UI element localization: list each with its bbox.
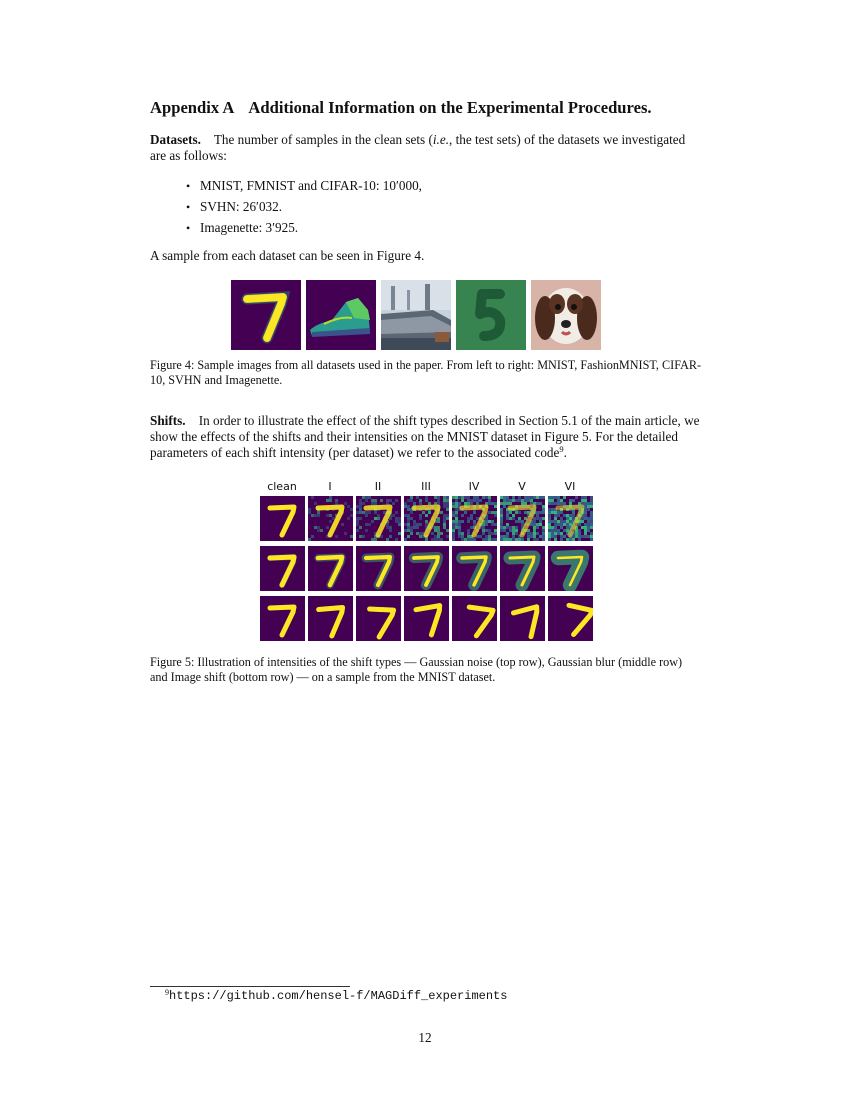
shift-sample-image <box>308 546 353 591</box>
datasets-intro-ie: i.e. <box>432 132 449 147</box>
svhn-five-image <box>456 280 526 350</box>
figure4-caption: Figure 4: Sample images from all datasets used in the paper. From left to right: MNIST, FashionMNIST, CIFAR-10, SVHN and Imagenette. <box>150 358 702 387</box>
shift-sample-image <box>452 546 497 591</box>
shift-sample-image <box>452 596 497 641</box>
column-label: III <box>421 480 431 493</box>
datasets-intro-1: The number of samples in the clean sets ( <box>213 132 433 147</box>
shift-sample-image <box>500 496 545 541</box>
appendix-heading <box>150 98 652 118</box>
datasets-heading: Datasets. <box>150 132 201 147</box>
shift-sample-image <box>548 496 593 541</box>
page-number: 12 <box>418 1030 432 1045</box>
footnote-link[interactable]: https://github.com/hensel-f/MAGDiff_experiments <box>169 989 508 1003</box>
shifts-heading: Shifts. <box>150 413 186 428</box>
column-label: VI <box>564 480 576 493</box>
cifar-ship-image <box>381 280 451 350</box>
shift-sample-image <box>260 496 305 541</box>
shift-sample-image <box>500 546 545 591</box>
figure5-column-labels <box>258 478 598 496</box>
mnist-seven-image <box>231 280 301 350</box>
figure4-reference: A sample from each dataset can be seen in Figure 4. <box>150 248 425 263</box>
shift-sample-image <box>308 496 353 541</box>
footnote-mark: 9 <box>559 444 564 454</box>
list-item <box>172 219 422 240</box>
shifts-text-end: . <box>563 445 567 460</box>
shift-sample-image <box>356 596 401 641</box>
list-item <box>172 177 422 198</box>
shift-sample-image <box>500 596 545 641</box>
datasets-paragraph <box>150 132 702 164</box>
fashion-shoe-image <box>306 280 376 350</box>
figure5-caption: Figure 5: Illustration of intensities of the shift types — Gaussian noise (top row), Gaussian blur (middle row) and Image shift (bottom row) — on a sample from the MNIST dataset. <box>150 655 683 684</box>
column-label: clean <box>267 480 297 493</box>
imagenette-dog-image <box>531 280 601 350</box>
column-label: IV <box>468 480 480 493</box>
shift-sample-image <box>260 546 305 591</box>
figure-5 <box>258 478 598 496</box>
shift-sample-image <box>548 596 593 641</box>
shift-sample-image <box>356 546 401 591</box>
datasets-intro-2: , the test sets) of the datasets we investigated are as follows: <box>150 132 686 163</box>
bullet-icon: • <box>186 179 191 193</box>
dataset-item-text: Imagenette: 3′925. <box>200 220 299 235</box>
bullet-icon: • <box>186 221 191 235</box>
bullet-icon: • <box>186 200 191 214</box>
figure-4 <box>231 280 601 350</box>
list-item <box>172 198 422 219</box>
shift-sample-image <box>404 596 449 641</box>
shift-sample-image <box>452 496 497 541</box>
shift-sample-image <box>308 596 353 641</box>
dataset-list <box>172 177 422 240</box>
dataset-item-text: MNIST, FMNIST and CIFAR-10: 10′000, <box>200 178 422 193</box>
footnote <box>165 988 507 1003</box>
footnote-number: 9 <box>165 988 169 997</box>
column-label: V <box>518 480 526 493</box>
dataset-item-text: SVHN: 26′032. <box>200 199 283 214</box>
column-label: I <box>328 480 332 493</box>
column-label: II <box>374 480 382 493</box>
shifts-text: In order to illustrate the effect of the shift types described in Section 5.1 of the main article, we show the effects of the shifts and their intensities on the MNIST dataset in Figure 5. For the detailed parameters of each shift intensity (per dataset) we refer to the associated code <box>150 413 700 460</box>
shift-sample-image <box>404 546 449 591</box>
shift-sample-image <box>548 546 593 591</box>
appendix-title: Additional Information on the Experimental Procedures. <box>248 98 652 117</box>
appendix-label: Appendix A <box>150 98 235 117</box>
footnote-rule <box>150 986 350 987</box>
shift-sample-image <box>404 496 449 541</box>
shifts-paragraph <box>150 413 702 461</box>
shift-sample-image <box>260 596 305 641</box>
shift-sample-image <box>356 496 401 541</box>
